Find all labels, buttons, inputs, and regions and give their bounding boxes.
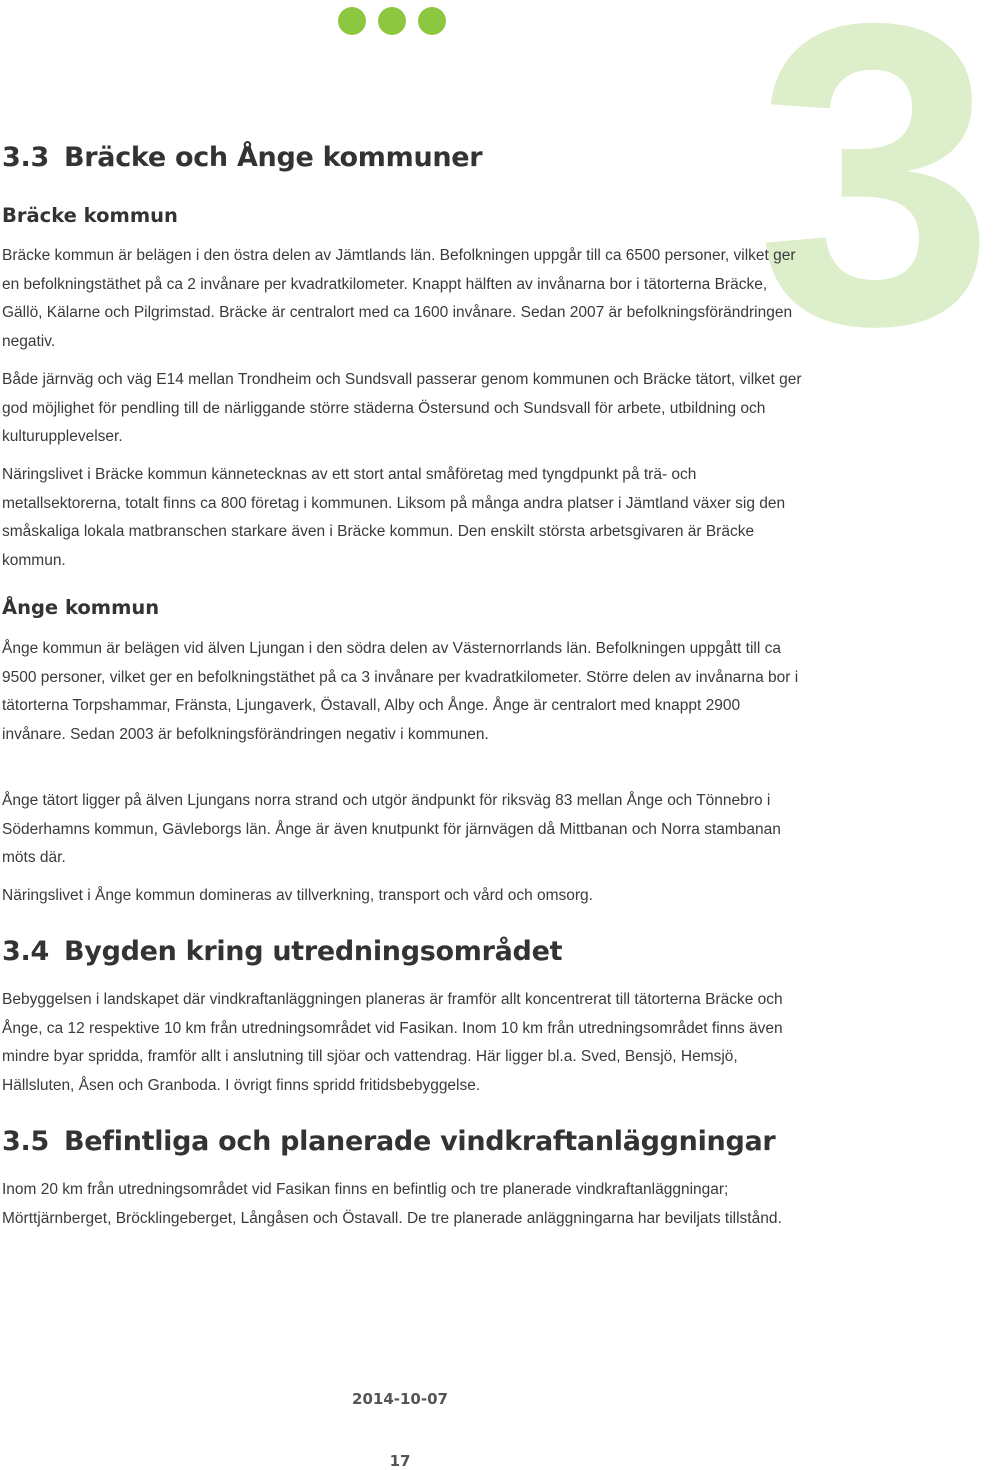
decorative-dots [338,7,446,35]
chapter-number-watermark: 3 [755,0,995,415]
bracke-paragraph-3: Näringslivet i Bräcke kommun kännetecknas av ett stort antal småföretag med tyngdpunkt på trä- och metallsektorerna, totalt finns ca 800 företag i kommunen. Liksom på många andra platser i Jämtland växer sig den småskaliga lokala matbranschen starkare även i Bräcke kommun. Den enskilt största arbetsgivaren är Bräcke kommun. [2,466,786,569]
footer-date: 2014-10-07 [352,1390,448,1408]
section-number: 3.3 [2,142,49,173]
bracke-paragraph-2: Både järnväg och väg E14 mellan Trondheim och Sundsvall passerar genom kommunen och Bräcke tätort, vilket ger god möjlighet för pendling till de närliggande större städerna Östersund och Sundsvall för arbete, utbildning och kulturupplevelser. [2,371,802,445]
section-title: Befintliga och planerade vindkraftanläggningar [64,1126,776,1157]
section-number: 3.5 [2,1126,49,1157]
section-3-4-heading [2,936,562,967]
section-3-5-heading [2,1126,775,1157]
section-title: Bräcke och Ånge kommuner [64,142,483,173]
section-3-3-heading [2,142,482,173]
bracke-heading: Bräcke kommun [2,204,178,227]
section-3-5-paragraph: Inom 20 km från utredningsområdet vid Fasikan finns en befintlig och tre planerade vindkraftanläggningar; Mörttjärnberget, Bröcklingeberget, Långåsen och Östavall. De tre planerade anläggningarna har beviljats tillstånd. [2,1181,782,1227]
section-3-4-paragraph: Bebyggelsen i landskapet där vindkraftanläggningen planeras är framför allt koncentrerat till tätorterna Bräcke och Ånge, ca 12 respektive 10 km från utredningsområdet vid Fasikan. Inom 10 km från utredningsområdet finns även mindre byar spridda, framför allt i anslutning till sjöar och vattendrag. Här ligger bl.a. Sved, Bensjö, Hemsjö, Hällsluten, Åsen och Granboda. I övrigt finns spridd fritidsbebyggelse. [2,991,783,1094]
section-number: 3.4 [2,936,49,967]
ange-paragraph-1: Ånge kommun är belägen vid älven Ljungan i den södra delen av Västernorrlands län. Befolkningen uppgått till ca 9500 personer, vilket ger en befolkningstäthet på ca 3 invånare per kvadratkilometer. Större delen av invånarna bor i tätorterna Torpshammar, Fränsta, Ljungaverk, Östavall, Alby och Ånge. Ånge är centralort med knappt 2900 invånare. Sedan 2003 är befolkningsförändringen negativ i kommunen. [2,640,799,743]
green-dot-icon [418,7,446,35]
bracke-paragraph-1: Bräcke kommun är belägen i den östra delen av Jämtlands län. Befolkningen uppgår till ca 6500 personer, vilket ger en befolkningstäthet på ca 2 invånare per kvadratkilometer. Knappt hälften av invånarna bor i tätorterna Bräcke, Gällö, Kälarne och Pilgrimstad. Bräcke är centralort med ca 1600 invånare. Sedan 2007 är befolkningsförändringen negativ. [2,247,796,350]
ange-paragraph-2: Ånge tätort ligger på älven Ljungans norra strand och utgör ändpunkt för riksväg 83 mellan Ånge och Tönnebro i Söderhamns kommun, Gävleborgs län. Ånge är även knutpunkt för järnvägen då Mittbanan och Norra stambanan möts där. [2,792,781,866]
ange-paragraph-3: Näringslivet i Ånge kommun domineras av tillverkning, transport och vård och omsorg. [2,887,593,904]
green-dot-icon [378,7,406,35]
page-number: 17 [389,1452,411,1470]
section-title: Bygden kring utredningsområdet [64,936,563,967]
ange-heading: Ånge kommun [2,596,160,619]
green-dot-icon [338,7,366,35]
